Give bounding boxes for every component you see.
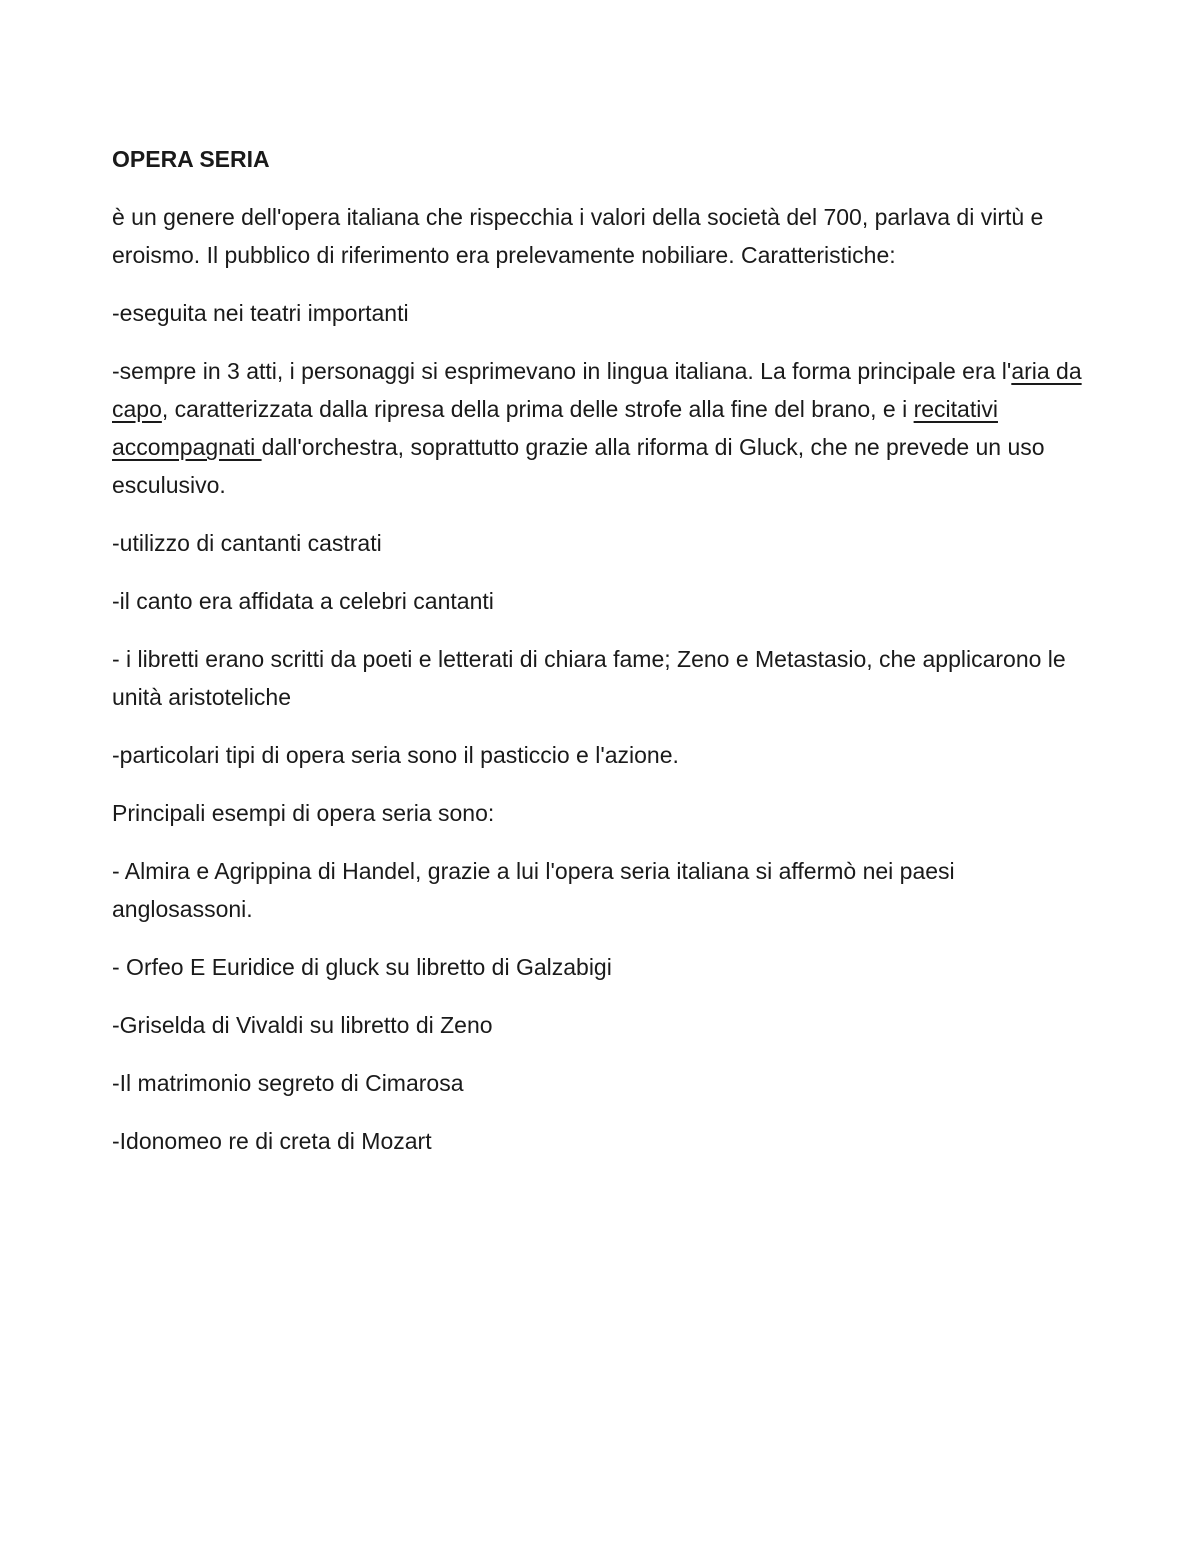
- example-item: -Il matrimonio segreto di Cimarosa: [112, 1070, 464, 1096]
- example-item: -Idonomeo re di creta di Mozart: [112, 1128, 432, 1154]
- examples-heading: Principali esempi di opera seria sono:: [112, 800, 495, 826]
- example-item: - Almira e Agrippina di Handel, grazie a lui l'opera seria italiana si affermò nei paesi anglosassoni.: [112, 858, 955, 922]
- document-title: OPERA SERIA: [112, 146, 270, 172]
- text-segment: -sempre in 3 atti, i personaggi si esprimevano in lingua italiana. La forma principale era l': [112, 358, 1012, 384]
- characteristic-item: -eseguita nei teatri importanti: [112, 300, 409, 326]
- text-segment: , caratterizzata dalla ripresa della prima delle strofe alla fine del brano, e i: [161, 396, 914, 422]
- document-body: [112, 140, 1092, 1180]
- underlined-term-aria-da-capo: aria da capo: [112, 358, 1082, 422]
- characteristic-item: -il canto era affidata a celebri cantanti: [112, 588, 494, 614]
- characteristic-item: -utilizzo di cantanti castrati: [112, 530, 382, 556]
- example-item: -Griselda di Vivaldi su libretto di Zeno: [112, 1012, 493, 1038]
- characteristic-item: -particolari tipi di opera seria sono il pasticcio e l'azione.: [112, 742, 679, 768]
- text-segment: dall'orchestra, soprattutto grazie alla riforma di Gluck, che ne prevede un uso esculusivo.: [112, 434, 1045, 498]
- characteristic-item: - i libretti erano scritti da poeti e letterati di chiara fame; Zeno e Metastasio, che applicarono le unità aristoteliche: [112, 646, 1066, 710]
- intro-paragraph: è un genere dell'opera italiana che rispecchia i valori della società del 700, parlava di virtù e eroismo. Il pubblico di riferimento era prelevamente nobiliare. Caratteristiche:: [112, 204, 1044, 268]
- example-item: - Orfeo E Euridice di gluck su libretto di Galzabigi: [112, 954, 612, 980]
- underlined-term-recitativi: recitativi accompagnati: [112, 396, 998, 460]
- characteristic-item-structure: [112, 352, 1092, 504]
